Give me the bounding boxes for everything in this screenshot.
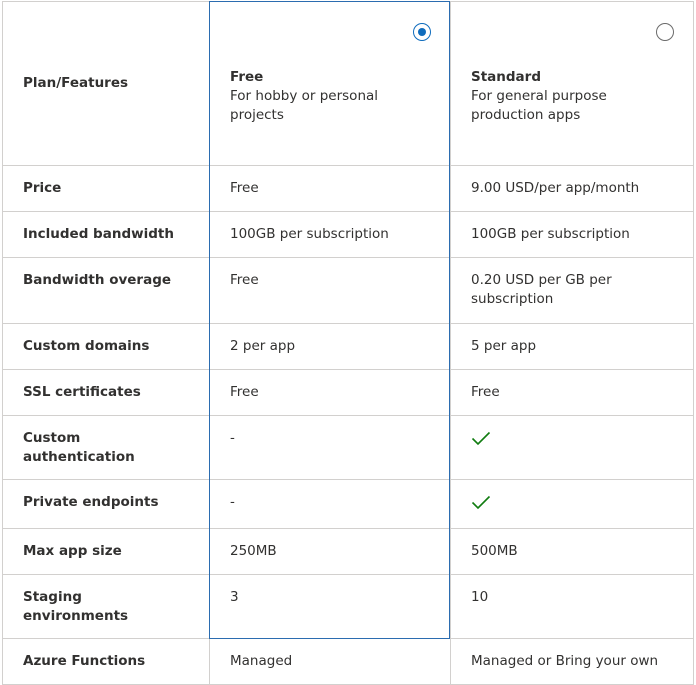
plan-column-standard[interactable] <box>451 2 694 166</box>
table-row <box>3 212 694 258</box>
table-row <box>3 258 694 324</box>
free-value: - <box>210 480 451 529</box>
standard-value: Managed or Bring your own <box>451 639 694 685</box>
table-row <box>3 480 694 529</box>
standard-value: 0.20 USD per GB per subscription <box>451 258 694 324</box>
free-plan-radio[interactable] <box>413 23 431 41</box>
table-header-row <box>3 2 694 166</box>
feature-label: Azure Functions <box>3 639 210 685</box>
free-plan-name: Free <box>230 69 264 85</box>
free-value: Managed <box>210 639 451 685</box>
standard-plan-radio[interactable] <box>656 23 674 41</box>
feature-label: Bandwidth overage <box>3 258 210 324</box>
free-value: - <box>210 416 451 480</box>
feature-label: Staging environments <box>3 575 210 639</box>
feature-label: Custom authentication <box>3 416 210 480</box>
table-row <box>3 575 694 639</box>
plan-comparison-table <box>2 1 695 669</box>
free-value: 100GB per subscription <box>210 212 451 258</box>
feature-label: Max app size <box>3 529 210 575</box>
standard-value <box>451 416 694 480</box>
free-value: 2 per app <box>210 324 451 370</box>
feature-label: Price <box>3 166 210 212</box>
free-value: Free <box>210 166 451 212</box>
plan-column-free[interactable] <box>210 2 451 166</box>
table-row <box>3 416 694 480</box>
free-value: Free <box>210 258 451 324</box>
standard-value: Free <box>451 370 694 416</box>
standard-value: 10 <box>451 575 694 639</box>
standard-value: 100GB per subscription <box>451 212 694 258</box>
standard-value: 9.00 USD/per app/month <box>451 166 694 212</box>
feature-label: SSL certificates <box>3 370 210 416</box>
standard-value <box>451 480 694 529</box>
table-row <box>3 639 694 685</box>
standard-value: 5 per app <box>451 324 694 370</box>
feature-label: Custom domains <box>3 324 210 370</box>
table-row <box>3 370 694 416</box>
free-value: 250MB <box>210 529 451 575</box>
table-row <box>3 529 694 575</box>
table-row <box>3 166 694 212</box>
feature-label: Included bandwidth <box>3 212 210 258</box>
table-row <box>3 324 694 370</box>
standard-value: 500MB <box>451 529 694 575</box>
standard-plan-description: For general purpose production apps <box>471 88 607 123</box>
plan-features-label: Plan/Features <box>23 75 129 91</box>
free-plan-description: For hobby or personal projects <box>230 88 379 123</box>
checkmark-icon <box>471 430 491 446</box>
free-value: Free <box>210 370 451 416</box>
standard-plan-name: Standard <box>471 69 541 85</box>
checkmark-icon <box>471 494 491 510</box>
free-value: 3 <box>210 575 451 639</box>
plan-features-header <box>3 2 210 166</box>
feature-label: Private endpoints <box>3 480 210 529</box>
